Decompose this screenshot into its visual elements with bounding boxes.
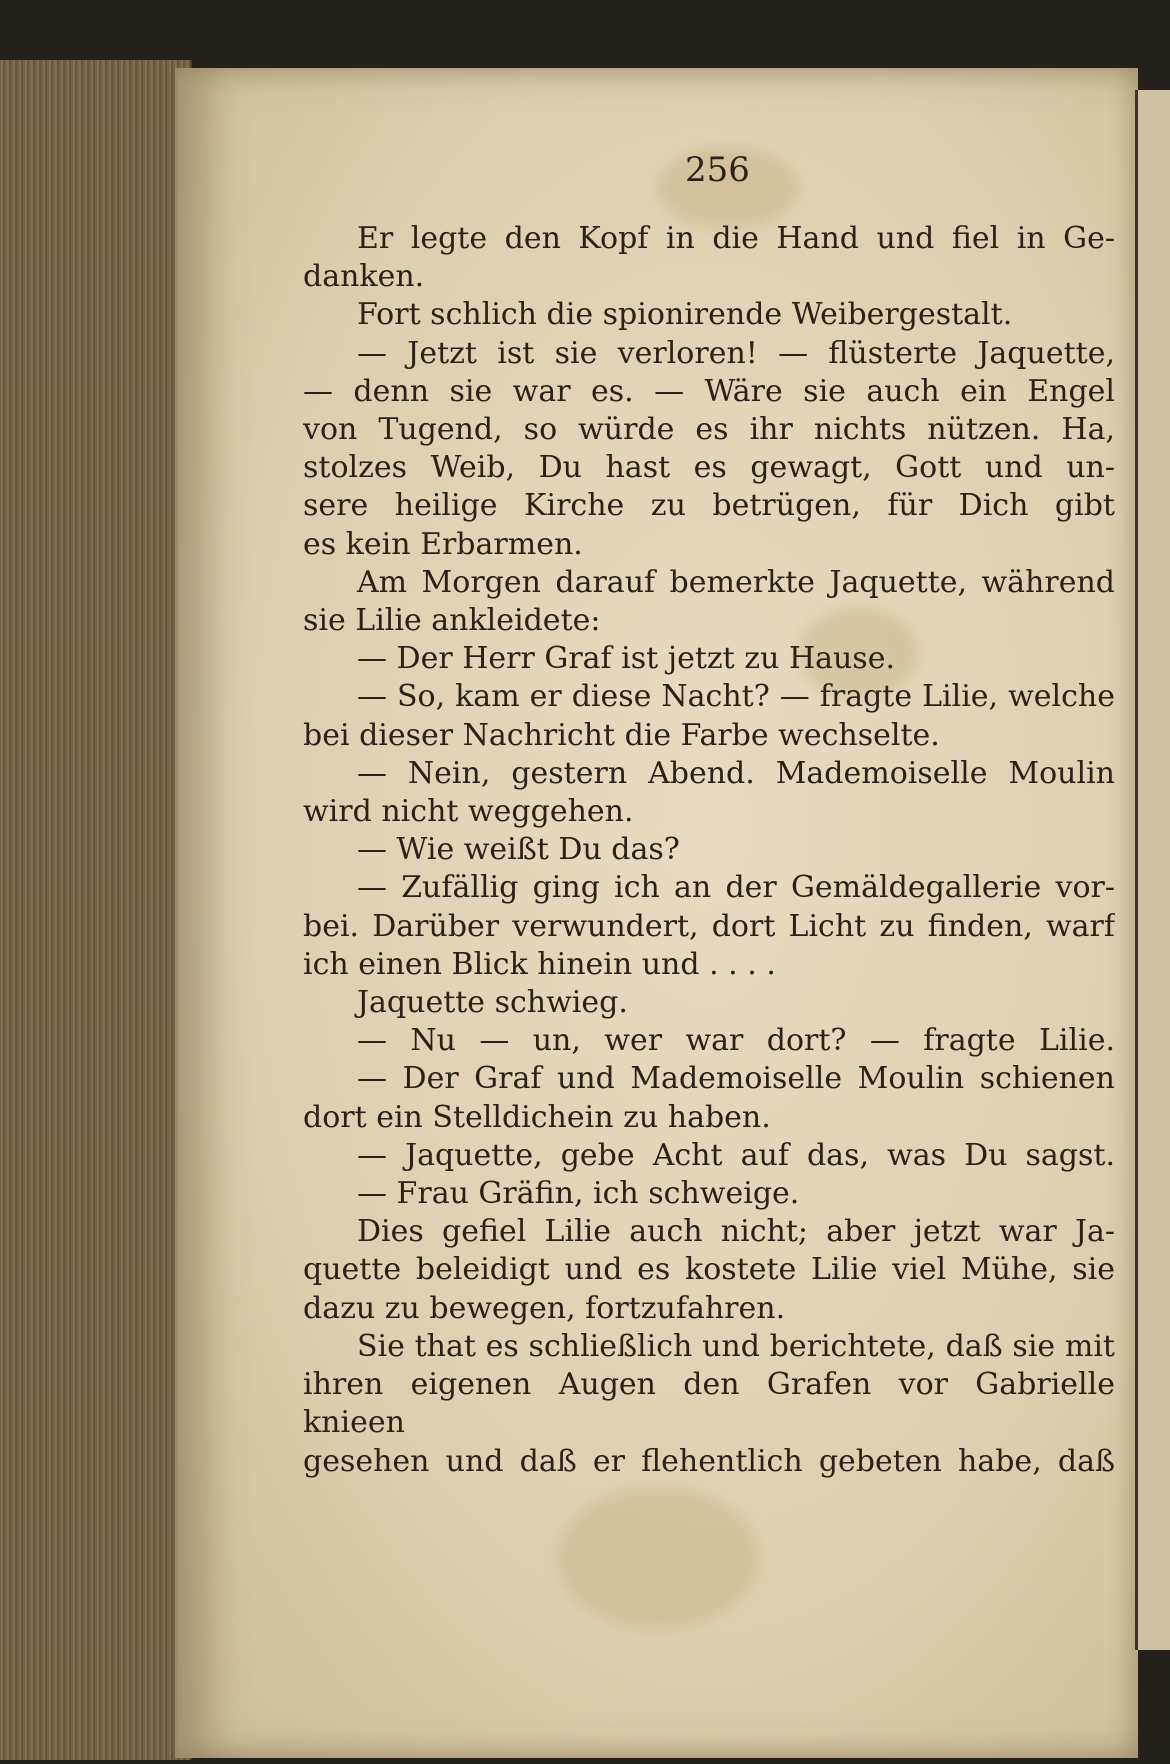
text-line: Er legte den Kopf in die Hand und fiel in Ge- — [357, 221, 1115, 256]
text-line: danken. — [303, 259, 425, 295]
text-line: Am Morgen darauf bemerkte Jaquette, während — [357, 564, 1115, 600]
text-line: — Wie weißt Du das? — [357, 832, 680, 868]
text-line: — denn sie war es. — Wäre sie auch ein Engel — [303, 373, 1115, 409]
text-line: ihren eigenen Augen den Grafen vor Gabrielle knieen — [303, 1367, 1115, 1441]
text-line: dort ein Stelldichein zu haben. — [303, 1099, 771, 1135]
text-line: — Jaquette, gebe Acht auf das, was Du sagst. — [357, 1137, 1115, 1173]
text-line: — Der Herr Graf ist jetzt zu Hause. — [357, 641, 895, 677]
next-page-edge — [1135, 90, 1170, 1650]
text-line: dazu zu bewegen, fortzufahren. — [303, 1290, 786, 1326]
text-line: — Nein, gestern Abend. Mademoiselle Moulin — [357, 755, 1115, 791]
text-line: quette beleidigt und es kostete Lilie viel Mühe, sie — [303, 1252, 1115, 1288]
text-line: gesehen und daß er flehentlich gebeten habe, daß — [303, 1443, 1115, 1479]
text-line: stolzes Weib, Du hast es gewagt, Gott und un- — [303, 450, 1115, 486]
page-number: 256 — [685, 150, 750, 190]
text-line: — Der Graf und Mademoiselle Moulin schienen — [357, 1061, 1115, 1097]
page-text — [303, 220, 1115, 1481]
text-line: sere heilige Kirche zu betrügen, für Dich gibt — [303, 488, 1115, 524]
text-line: bei dieser Nachricht die Farbe wechselte. — [303, 717, 940, 753]
paper-stain — [558, 1488, 758, 1628]
text-line: — Zufällig ging ich an der Gemäldegallerie vor- — [357, 870, 1115, 906]
text-line: sie Lilie ankleidete: — [303, 603, 601, 639]
text-line: es kein Erbarmen. — [303, 526, 583, 562]
text-line: — Frau Gräfin, ich schweige. — [357, 1176, 800, 1212]
text-line: Dies gefiel Lilie auch nicht; aber jetzt war Ja- — [357, 1214, 1115, 1250]
page-edges — [0, 60, 192, 1760]
text-line: Sie that es schließlich und berichtete, daß sie mit — [357, 1328, 1115, 1364]
text-line: ich einen Blick hinein und . . . . — [303, 946, 776, 982]
text-line: — Jetzt ist sie verloren! — flüsterte Jaquette, — [357, 335, 1115, 371]
text-line: Fort schlich die spionirende Weibergestalt. — [357, 297, 1013, 333]
text-line: — Nu — un, wer war dort? — fragte Lilie. — [357, 1023, 1115, 1059]
text-line: — So, kam er diese Nacht? — fragte Lilie, welche — [357, 679, 1115, 715]
text-line: wird nicht weggehen. — [303, 794, 634, 830]
text-line: Jaquette schwieg. — [357, 985, 628, 1021]
text-line: von Tugend, so würde es ihr nichts nützen. Ha, — [303, 412, 1115, 448]
text-line: bei. Darüber verwundert, dort Licht zu finden, warf — [303, 908, 1115, 944]
